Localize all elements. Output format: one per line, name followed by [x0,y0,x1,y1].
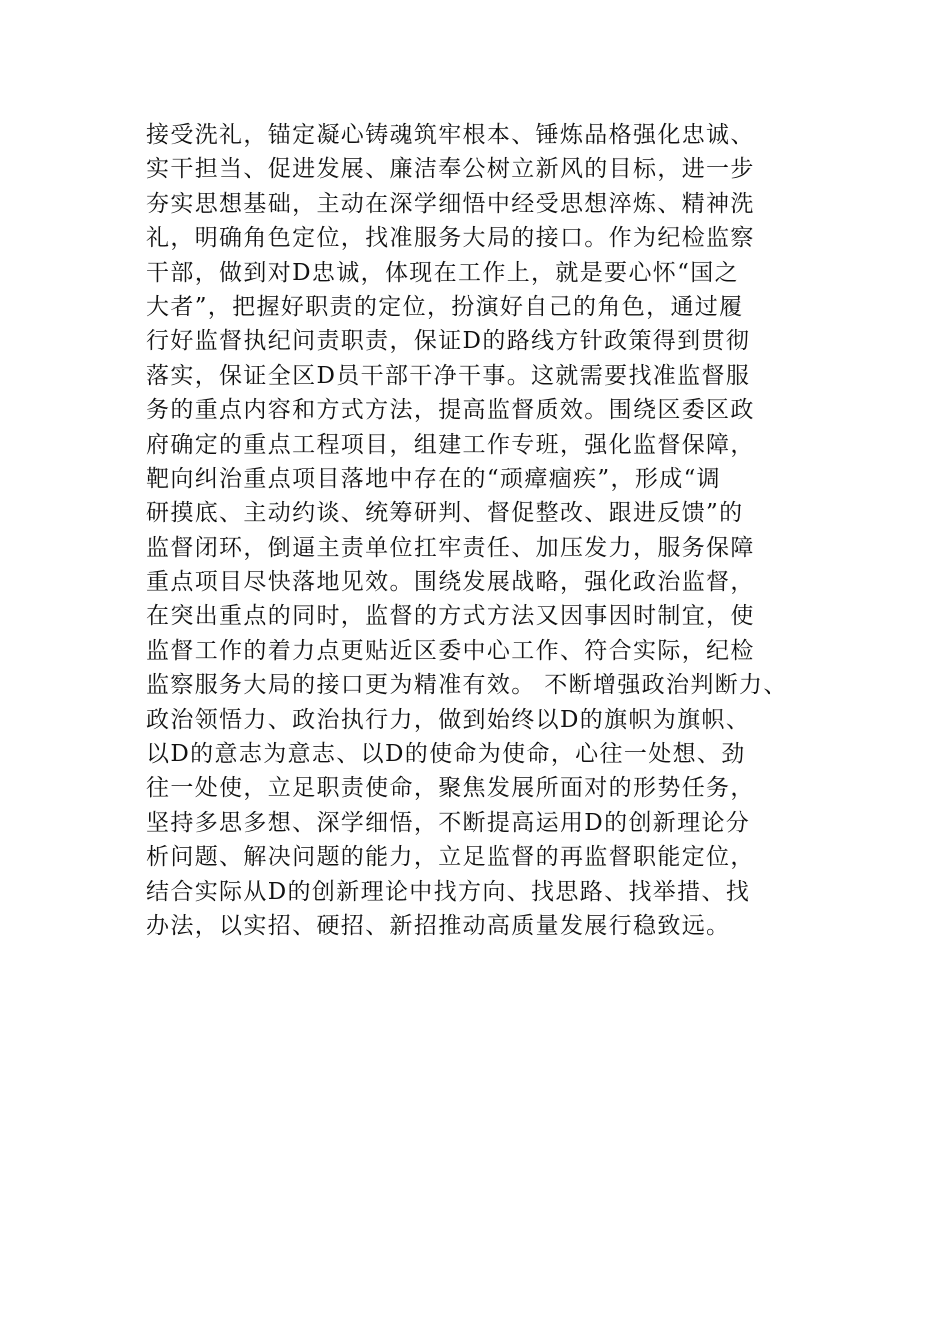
text-line: 接受洗礼，锚定凝心铸魂筑牢根本、锤炼品格强化忠诚、 [146,122,755,148]
text-line: 大者”，把握好职责的定位，扮演好自己的角色，通过履 [146,293,744,320]
text-line: 重点项目尽快落地见效。围绕发展战略，强化政治监督， [146,569,755,596]
text-line: 行好监督执纪问责职责，保证D的路线方针政策得到贯彻 [146,328,751,355]
text-line: 落实，保证全区D员干部干净干事。这就需要找准监督服 [146,362,751,389]
body-paragraph [146,118,836,943]
text-line: 府确定的重点工程项目，组建工作专班，强化监督保障， [146,431,755,458]
text-line: 礼，明确角色定位，找准服务大局的接口。作为纪检监察 [146,225,755,252]
text-line: 以D的意志为意志、以D的使命为使命，心往一处想、劲 [146,741,746,768]
text-line: 往一处使，立足职责使命，聚焦发展所面对的形势任务， [146,775,755,802]
text-line: 在突出重点的同时，监督的方式方法又因事因时制宜，使 [146,603,755,630]
text-line: 研摸底、主动约谈、统筹研判、督促整改、跟进反馈”的 [146,500,744,527]
text-line: 结合实际从D的创新理论中找方向、找思路、找举措、找 [146,878,751,905]
text-line: 干部，做到对D忠诚，体现在工作上，就是要心怀“国之 [146,259,739,286]
text-line: 靶向纠治重点项目落地中存在的“顽瘴痼疾”，形成“调 [146,465,722,492]
text-line: 坚持多思多想、深学细悟，不断提高运用D的创新理论分 [146,809,751,836]
text-line: 监督工作的着力点更贴近区委中心工作、符合实际，纪检 [146,637,755,664]
text-line: 实干担当、促进发展、廉洁奉公树立新风的目标，进一步 [146,156,755,183]
text-line: 政治领悟力、政治执行力，做到始终以D的旗帜为旗帜、 [146,706,751,733]
text-line: 析问题、解决问题的能力，立足监督的再监督职能定位， [146,844,755,871]
text-line: 办法，以实招、硬招、新招推动高质量发展行稳致远。 [146,912,731,939]
text-line: 监察服务大局的接口更为精准有效。 不断增强政治判断力、 [146,672,788,699]
text-line: 监督闭环，倒逼主责单位扛牢责任、加压发力，服务保障 [146,534,755,561]
text-line: 夯实思想基础，主动在深学细悟中经受思想淬炼、精神洗 [146,190,755,217]
text-line: 务的重点内容和方式方法，提高监督质效。围绕区委区政 [146,397,755,424]
